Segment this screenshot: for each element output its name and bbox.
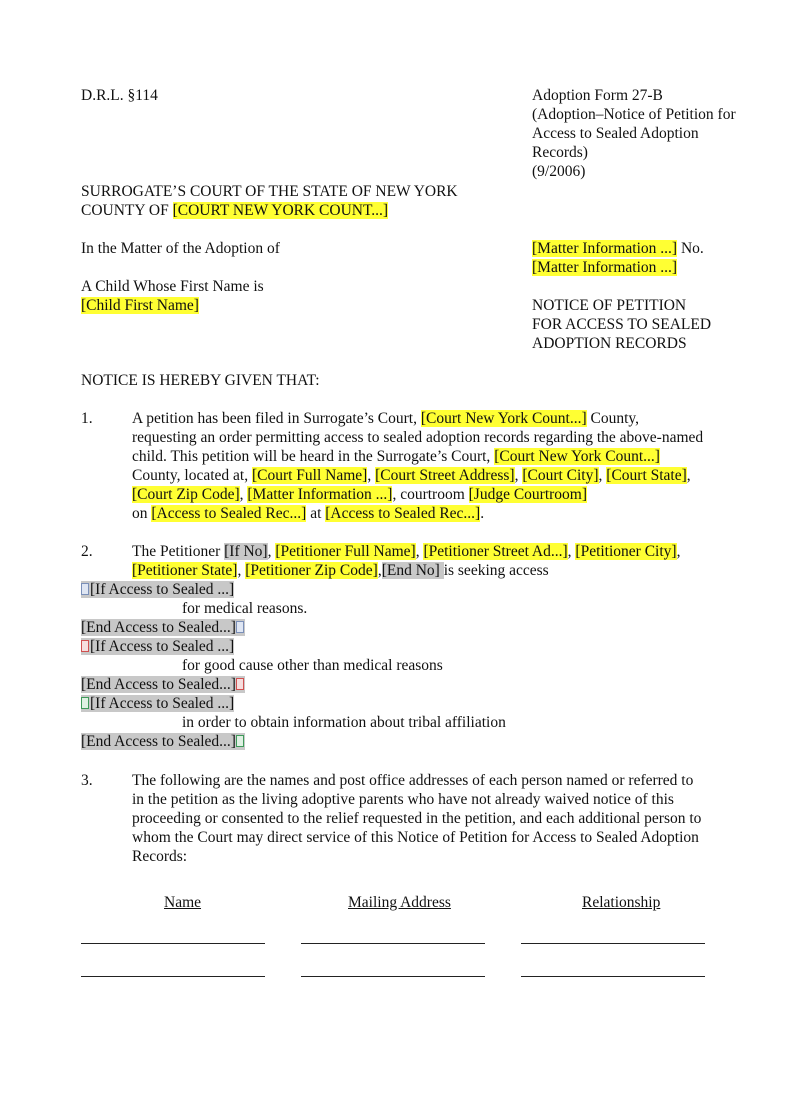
court-street-address-field[interactable]: [Court Street Address]	[375, 467, 515, 484]
para-3-line-2: in the petition as the living adoptive parents who have not already waived notice of this	[132, 791, 674, 808]
checkbox-icon	[81, 697, 89, 709]
cond-3-text: in order to obtain information about tribal affiliation	[182, 714, 506, 731]
cond-2-text: for good cause other than medical reasons	[182, 657, 443, 674]
child-first-name-field[interactable]: [Child First Name]	[81, 297, 199, 314]
cond-1-end[interactable]: [End Access to Sealed...]	[81, 618, 245, 637]
petitioner-zip-field[interactable]: [Petitioner Zip Code]	[245, 562, 378, 579]
blank-name-line-2[interactable]	[81, 976, 265, 977]
cond-3-end[interactable]: [End Access to Sealed...]	[81, 732, 245, 751]
blank-address-line-2[interactable]	[301, 976, 485, 977]
para-3-line-1: The following are the names and post office addresses of each person named or referred to	[132, 772, 694, 789]
court-city-field[interactable]: [Court City]	[522, 467, 599, 484]
court-name: SURROGATE’S COURT OF THE STATE OF NEW YORK	[81, 183, 458, 200]
court-county-field-2[interactable]: [Court New York Count...]	[420, 410, 587, 427]
court-county-field-3[interactable]: [Court New York Count...]	[494, 448, 660, 465]
para-1-line-2: requesting an order permitting access to sealed adoption records regarding the above-named	[132, 429, 704, 446]
court-state-field[interactable]: [Court State]	[606, 467, 687, 484]
para-2-line-2: [Petitioner State], [Petitioner Zip Code],[End No] is seeking access	[132, 562, 549, 579]
court-zip-code-field[interactable]: [Court Zip Code]	[132, 486, 240, 503]
para-3-line-4: whom the Court may direct service of this Notice of Petition for Access to Sealed Adoption	[132, 829, 699, 846]
checkbox-icon	[81, 583, 89, 595]
checkbox-icon	[236, 621, 244, 633]
judge-courtroom-field[interactable]: [Judge Courtroom]	[468, 486, 588, 503]
checkbox-icon	[236, 735, 244, 747]
para-3-line-3: proceeding or consented to the relief requested in the petition, and each additional person to	[132, 810, 702, 827]
form-id-line-2: (Adoption–Notice of Petition for	[532, 106, 736, 123]
para-2-line-1: The Petitioner [If No], [Petitioner Full Name], [Petitioner Street Ad...], [Petitioner City],	[132, 543, 681, 560]
cond-3-start[interactable]: [If Access to Sealed ...]	[81, 694, 234, 713]
if-no-marker[interactable]: [If No]	[224, 543, 268, 560]
blank-address-line-1[interactable]	[301, 943, 485, 944]
matter-number-line	[532, 239, 704, 258]
para-2-number: 2.	[81, 543, 93, 560]
petitioner-full-name-field[interactable]: [Petitioner Full Name]	[275, 543, 416, 560]
form-id-line-3: Access to Sealed Adoption	[532, 125, 699, 142]
checkbox-icon	[81, 640, 89, 652]
matter-info-field-2[interactable]: [Matter Information ...]	[532, 259, 678, 276]
cond-2-start[interactable]: [If Access to Sealed ...]	[81, 637, 234, 656]
para-1-line-1: A petition has been filed in Surrogate’s Court, [Court New York Count...] County,	[132, 410, 640, 427]
matter-info-field-3[interactable]: [Matter Information ...]	[247, 486, 393, 503]
end-no-marker[interactable]: [End No]	[381, 562, 444, 579]
para-1-line-3: child. This petition will be heard in the Surrogate’s Court, [Court New York Count...]	[132, 448, 660, 465]
court-full-name-field[interactable]: [Court Full Name]	[251, 467, 368, 484]
hearing-time-field[interactable]: [Access to Sealed Rec...]	[325, 505, 481, 522]
court-county-line	[81, 201, 388, 220]
matter-caption-line-1: In the Matter of the Adoption of	[81, 240, 280, 257]
county-prefix: COUNTY OF	[81, 202, 173, 219]
blank-name-line-1[interactable]	[81, 943, 265, 944]
column-header-relationship: Relationship	[582, 894, 661, 911]
form-id-line-1: Adoption Form 27-B	[532, 87, 663, 104]
cond-2-end[interactable]: [End Access to Sealed...]	[81, 675, 245, 694]
cond-1-text: for medical reasons.	[182, 600, 308, 617]
notice-title-line-1: NOTICE OF PETITION	[532, 297, 687, 314]
para-1-line-6: on [Access to Sealed Rec...] at [Access to Sealed Rec...].	[132, 505, 485, 522]
statute-reference: D.R.L. §114	[81, 87, 158, 104]
para-3-line-5: Records:	[132, 848, 188, 865]
matter-caption-line-2: A Child Whose First Name is	[81, 278, 264, 295]
para-1-line-4: County, located at, [Court Full Name], [Court Street Address], [Court City], [Court State],	[132, 467, 691, 484]
blank-relationship-line-1[interactable]	[521, 943, 705, 944]
petitioner-city-field[interactable]: [Petitioner City]	[575, 543, 677, 560]
notice-title-line-3: ADOPTION RECORDS	[532, 335, 687, 352]
petitioner-state-field[interactable]: [Petitioner State]	[132, 562, 238, 579]
notice-given-heading: NOTICE IS HEREBY GIVEN THAT:	[81, 372, 320, 389]
matter-number-line-2	[532, 258, 677, 277]
para-1-line-5: [Court Zip Code], [Matter Information ...], courtroom [Judge Courtroom]	[132, 486, 588, 503]
para-1-number: 1.	[81, 410, 93, 427]
cond-1-start[interactable]: [If Access to Sealed ...]	[81, 580, 234, 599]
court-county-field[interactable]: [COURT NEW YORK COUNT...]	[172, 202, 389, 219]
form-id-line-5: (9/2006)	[532, 163, 586, 180]
hearing-date-field[interactable]: [Access to Sealed Rec...]	[151, 505, 307, 522]
para-3-number: 3.	[81, 772, 93, 789]
column-header-name: Name	[164, 894, 202, 911]
column-header-mailing-address: Mailing Address	[348, 894, 451, 911]
no-label: No.	[677, 240, 704, 257]
child-name-line	[81, 296, 199, 315]
checkbox-icon	[236, 678, 244, 690]
blank-relationship-line-2[interactable]	[521, 976, 705, 977]
form-id-line-4: Records)	[532, 144, 588, 161]
notice-title-line-2: FOR ACCESS TO SEALED	[532, 316, 712, 333]
petitioner-street-field[interactable]: [Petitioner Street Ad...]	[423, 543, 568, 560]
matter-info-field-1[interactable]: [Matter Information ...]	[532, 240, 678, 257]
